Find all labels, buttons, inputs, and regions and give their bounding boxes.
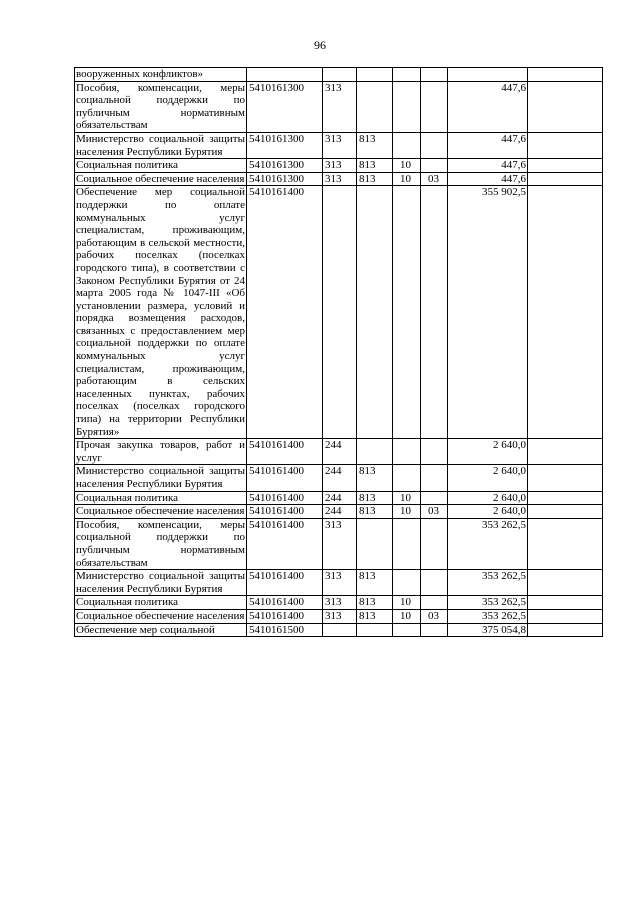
- row-name: Прочая закупка товаров, работ и услуг: [76, 439, 245, 464]
- page-number: 96: [314, 38, 326, 52]
- row-rz: 10: [393, 596, 421, 610]
- row-name: Обеспечение мер социальной: [75, 623, 247, 637]
- row-code: 5410161400: [247, 505, 323, 519]
- row-amount: 2 640,0: [448, 465, 528, 491]
- table-row: [75, 491, 603, 505]
- row-grbs: 813: [357, 570, 393, 596]
- row-empty-cell: [528, 609, 603, 623]
- table-row: [75, 172, 603, 186]
- row-rz: 10: [393, 609, 421, 623]
- row-name: Социальное обеспечение населения: [75, 609, 247, 623]
- row-amount: 353 262,5: [448, 609, 528, 623]
- row-code: 5410161500: [247, 623, 323, 637]
- row-name: Обеспечение мер социальной поддержки по оплате коммунальных услуг специалистам, проживающим, работающим в сельской местности, рабочих поселках (поселках городского типа), в соответствии с Законом Республики Бурятия от 24 марта 2005 года № 1047-III «Об установлении размера, условий и порядка возмещения расходов, связанных с предоставлением мер социальной поддержки по оплате коммунальных услуг специалистам, проживающим, работающим в сельских населенных пунктах, рабочих поселках (поселках городского типа) на территории Республики Бурятия»: [76, 186, 245, 438]
- row-vr: 313: [323, 518, 357, 569]
- row-vr: [323, 186, 357, 439]
- row-grbs: 813: [357, 465, 393, 491]
- row-code: 5410161400: [247, 465, 323, 491]
- table-row: [75, 609, 603, 623]
- row-empty-cell: [528, 518, 603, 569]
- row-code: 5410161400: [247, 439, 323, 465]
- row-vr: 313: [323, 609, 357, 623]
- row-grbs: 813: [357, 609, 393, 623]
- row-empty-cell: [528, 159, 603, 173]
- budget-table: [74, 67, 603, 637]
- row-empty-cell: [528, 68, 603, 82]
- row-pr: [421, 570, 448, 596]
- row-grbs: [357, 623, 393, 637]
- row-vr: [323, 623, 357, 637]
- row-name: Министерство социальной защиты населения Республики Бурятия: [76, 132, 245, 158]
- row-amount: 375 054,8: [448, 623, 528, 637]
- row-rz: [393, 68, 421, 82]
- row-code: 5410161400: [247, 518, 323, 569]
- row-name: вооруженных конфликтов»: [75, 68, 247, 82]
- row-vr: 313: [323, 570, 357, 596]
- row-amount: 447,6: [448, 132, 528, 158]
- table-row: [75, 596, 603, 610]
- row-amount: 447,6: [448, 81, 528, 132]
- row-name: Социальное обеспечение населения: [75, 172, 247, 186]
- row-amount: 447,6: [448, 172, 528, 186]
- row-code: 5410161400: [247, 596, 323, 610]
- row-code: 5410161300: [247, 159, 323, 173]
- row-grbs: [357, 81, 393, 132]
- row-vr: 313: [323, 172, 357, 186]
- row-rz: [393, 81, 421, 132]
- row-rz: 10: [393, 491, 421, 505]
- row-pr: 03: [421, 172, 448, 186]
- row-vr: 244: [323, 439, 357, 465]
- row-empty-cell: [528, 172, 603, 186]
- row-pr: 03: [421, 505, 448, 519]
- row-amount: 355 902,5: [448, 186, 528, 439]
- row-amount: 2 640,0: [448, 505, 528, 519]
- row-vr: 313: [323, 596, 357, 610]
- table-row: [75, 68, 603, 82]
- row-rz: [393, 570, 421, 596]
- table-row: [75, 465, 603, 491]
- table-row: [75, 186, 603, 439]
- row-pr: [421, 439, 448, 465]
- row-pr: [421, 68, 448, 82]
- row-name: Пособия, компенсации, меры социальной поддержки по публичным нормативным обязательствам: [76, 81, 245, 132]
- row-amount: 2 640,0: [448, 439, 528, 465]
- row-code: 5410161400: [247, 186, 323, 439]
- row-name: Социальная политика: [75, 596, 247, 610]
- row-rz: 10: [393, 505, 421, 519]
- row-empty-cell: [528, 81, 603, 132]
- row-pr: [421, 623, 448, 637]
- row-rz: 10: [393, 159, 421, 173]
- row-grbs: [357, 518, 393, 569]
- table-row: [75, 505, 603, 519]
- row-pr: [421, 491, 448, 505]
- row-vr: 313: [323, 81, 357, 132]
- row-grbs: 813: [357, 596, 393, 610]
- row-pr: [421, 596, 448, 610]
- row-code: 5410161400: [247, 609, 323, 623]
- row-empty-cell: [528, 491, 603, 505]
- table-row: [75, 159, 603, 173]
- table-row: [75, 132, 603, 158]
- row-grbs: [357, 439, 393, 465]
- row-empty-cell: [528, 623, 603, 637]
- row-grbs: 813: [357, 172, 393, 186]
- row-name: Социальное обеспечение населения: [75, 505, 247, 519]
- row-vr: 244: [323, 491, 357, 505]
- row-empty-cell: [528, 465, 603, 491]
- row-amount: 353 262,5: [448, 518, 528, 569]
- row-empty-cell: [528, 505, 603, 519]
- row-vr: 313: [323, 132, 357, 158]
- row-rz: [393, 186, 421, 439]
- row-pr: [421, 518, 448, 569]
- row-code: [247, 68, 323, 82]
- row-pr: [421, 159, 448, 173]
- row-pr: [421, 81, 448, 132]
- row-empty-cell: [528, 186, 603, 439]
- row-rz: [393, 518, 421, 569]
- row-code: 5410161300: [247, 132, 323, 158]
- table-row: [75, 570, 603, 596]
- row-grbs: 813: [357, 505, 393, 519]
- row-name: Социальная политика: [75, 491, 247, 505]
- row-name: Министерство социальной защиты населения Республики Бурятия: [76, 465, 245, 490]
- row-vr: 244: [323, 505, 357, 519]
- row-name: Министерство социальной защиты населения Республики Бурятия: [76, 570, 245, 595]
- row-vr: 244: [323, 465, 357, 491]
- row-code: 5410161300: [247, 172, 323, 186]
- row-amount: 2 640,0: [448, 491, 528, 505]
- row-rz: 10: [393, 172, 421, 186]
- row-name: Пособия, компенсации, меры социальной поддержки по публичным нормативным обязательствам: [76, 518, 245, 569]
- row-vr: 313: [323, 159, 357, 173]
- table-row: [75, 439, 603, 465]
- row-pr: [421, 132, 448, 158]
- table-row: [75, 81, 603, 132]
- row-rz: [393, 132, 421, 158]
- row-code: 5410161400: [247, 491, 323, 505]
- row-grbs: [357, 68, 393, 82]
- row-rz: [393, 439, 421, 465]
- row-code: 5410161300: [247, 81, 323, 132]
- row-empty-cell: [528, 132, 603, 158]
- table-row: [75, 518, 603, 569]
- table-row: [75, 623, 603, 637]
- row-grbs: 813: [357, 132, 393, 158]
- row-code: 5410161400: [247, 570, 323, 596]
- row-empty-cell: [528, 439, 603, 465]
- row-pr: [421, 186, 448, 439]
- row-amount: 353 262,5: [448, 596, 528, 610]
- row-grbs: 813: [357, 159, 393, 173]
- row-vr: [323, 68, 357, 82]
- row-amount: 447,6: [448, 159, 528, 173]
- row-amount: [448, 68, 528, 82]
- row-rz: [393, 465, 421, 491]
- row-pr: [421, 465, 448, 491]
- row-amount: 353 262,5: [448, 570, 528, 596]
- row-pr: 03: [421, 609, 448, 623]
- row-empty-cell: [528, 596, 603, 610]
- row-grbs: [357, 186, 393, 439]
- row-rz: [393, 623, 421, 637]
- row-name: Социальная политика: [75, 159, 247, 173]
- row-grbs: 813: [357, 491, 393, 505]
- row-empty-cell: [528, 570, 603, 596]
